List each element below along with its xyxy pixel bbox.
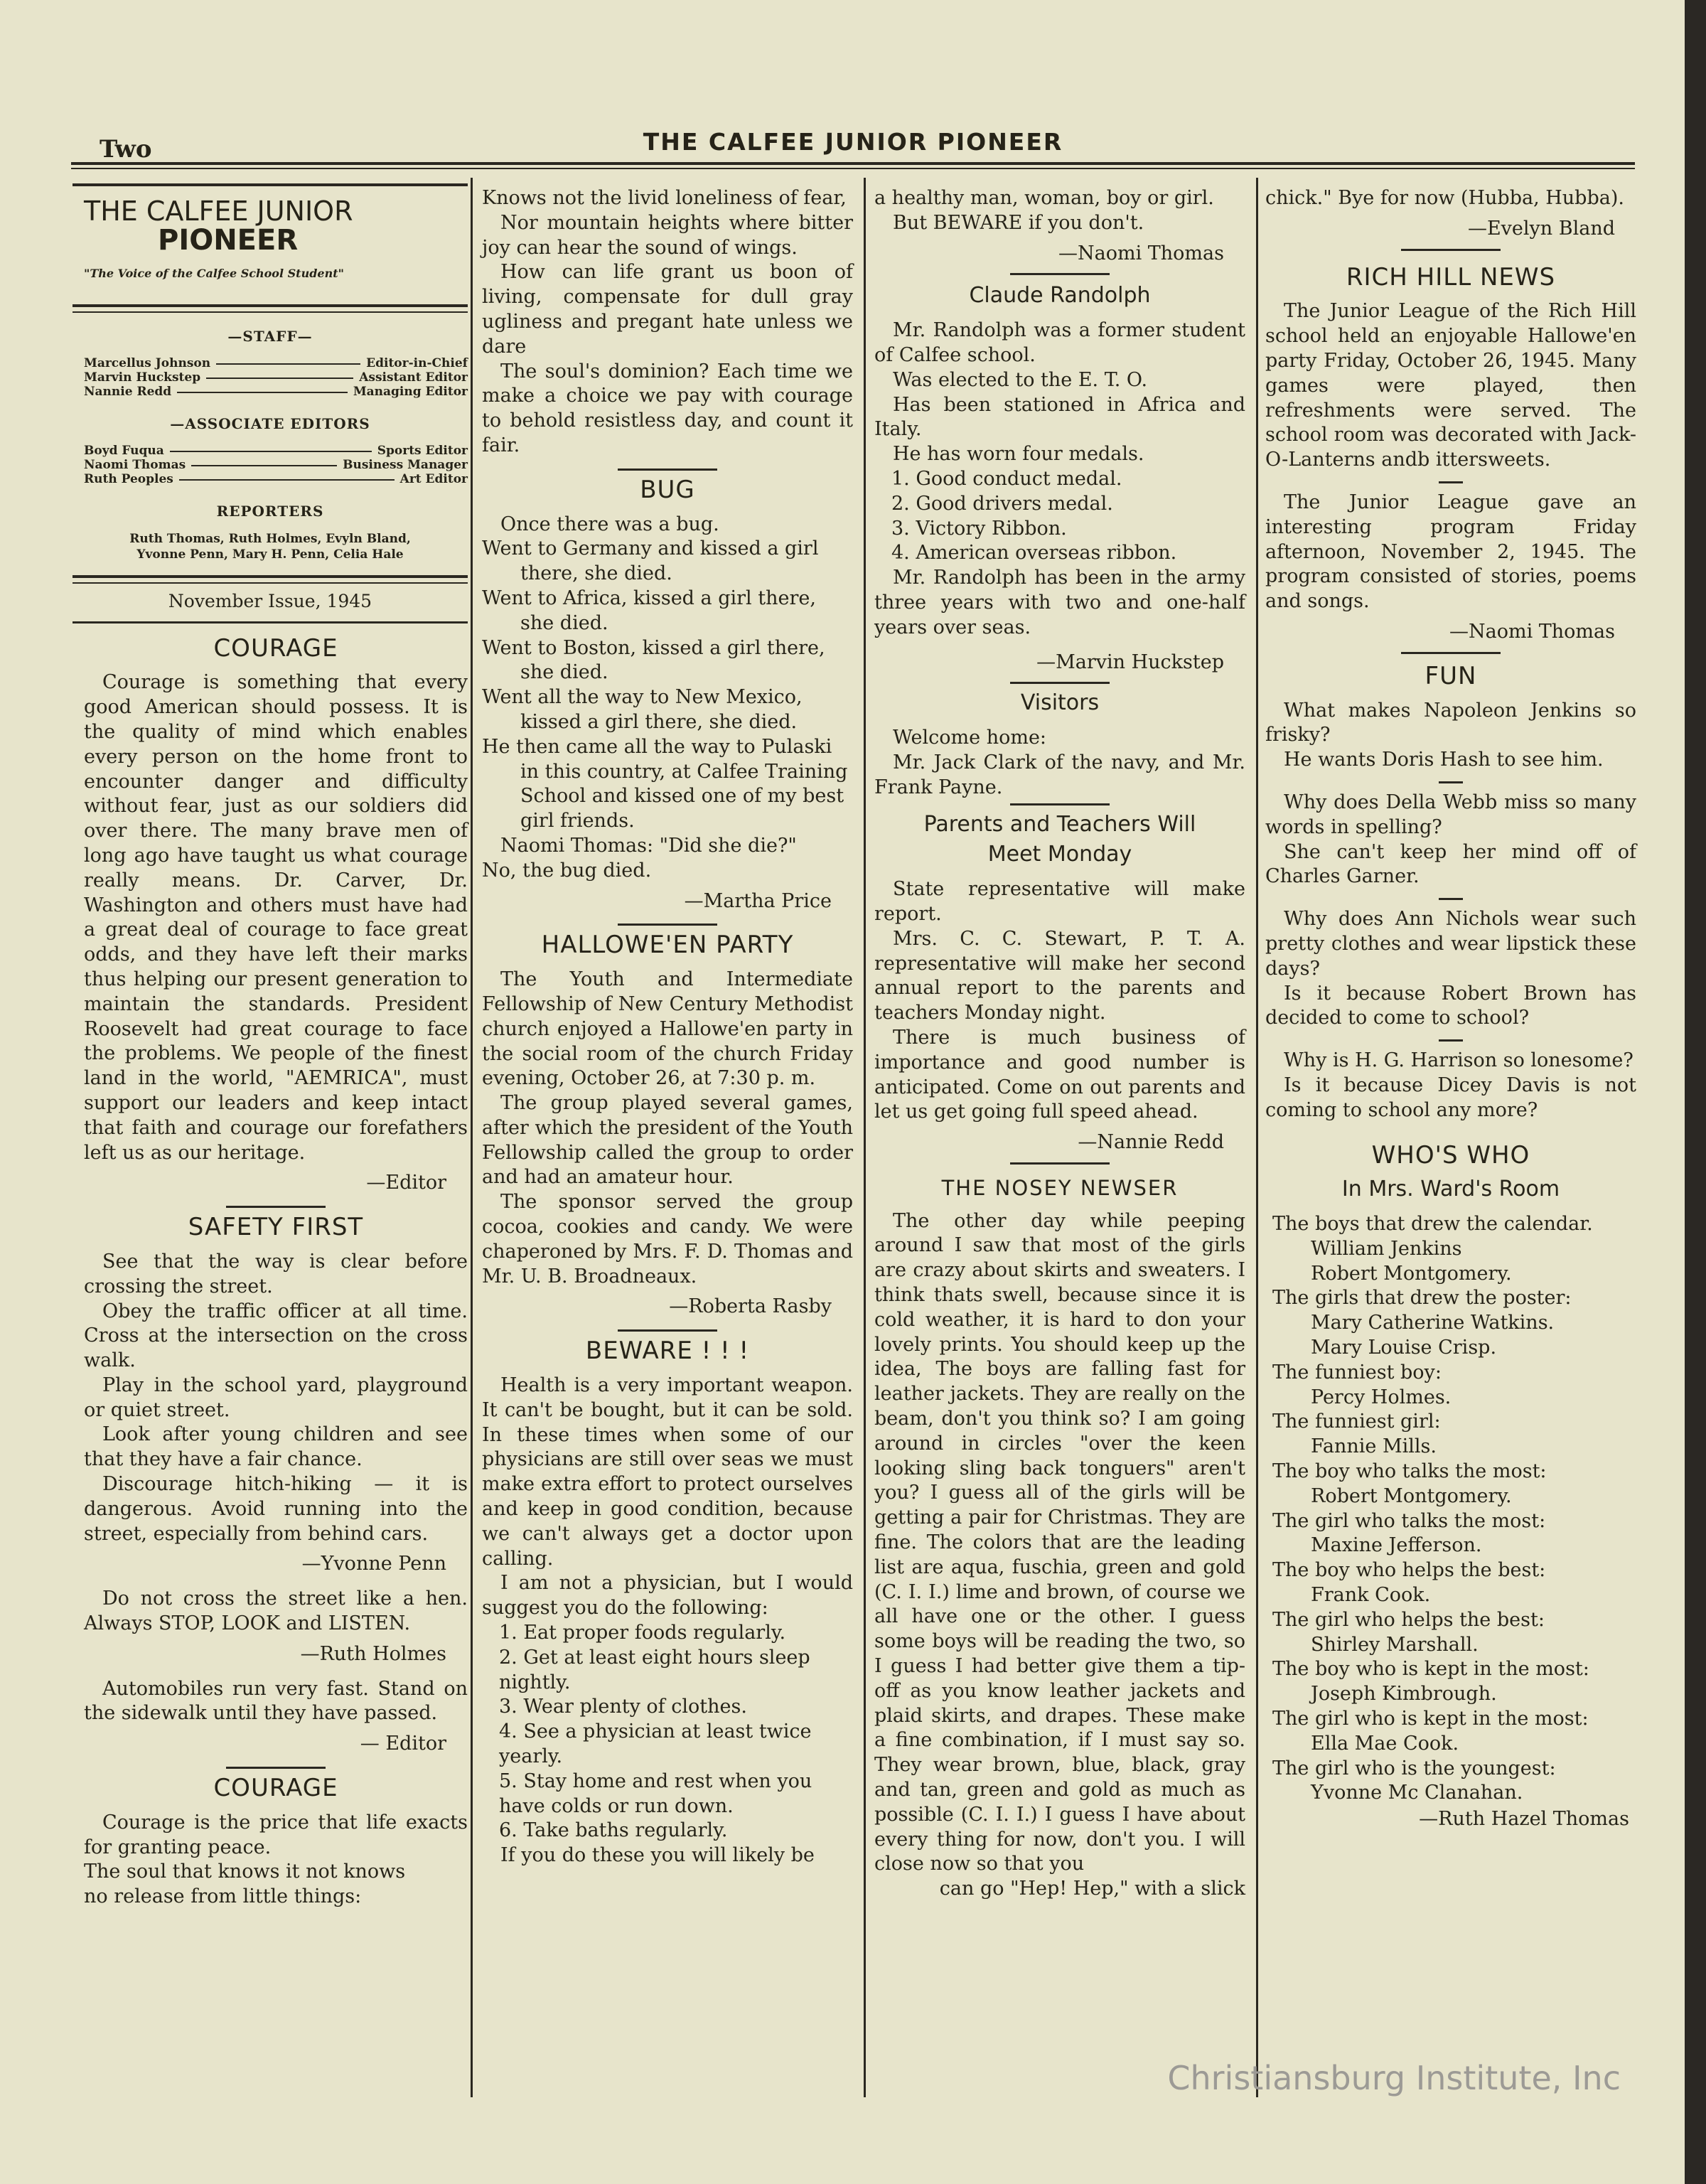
list-item: The boys that drew the calendar.	[1272, 1213, 1593, 1236]
list-item: 3. Wear plenty of clothes.	[499, 1696, 747, 1718]
list-item: Shirley Marshall.	[1311, 1633, 1479, 1656]
paragraph: Was elected to the E. T. O.	[893, 368, 1148, 391]
paragraph: Went to Boston, kissed a girl there, she died.	[482, 636, 825, 684]
column-divider	[864, 178, 866, 2097]
paragraph: Why does Della Webb miss so many words in spelling?	[1265, 791, 1636, 838]
headline-bug: BUG	[640, 475, 695, 504]
headline-safety-first: SAFETY FIRST	[188, 1213, 364, 1242]
list-item: 5. Stay home and rest when you have colds or run down.	[499, 1770, 812, 1817]
paragraph: He then came all the way to Pulaski in this country, at Calfee Training School and kissed one of my best girl friends.	[482, 735, 848, 833]
list-item: 4. See a physician at least twice yearly.	[499, 1720, 812, 1768]
paragraph: Mr. Randolph was a former student of Calfee school.	[874, 319, 1245, 366]
headline-claude-randolph: Claude Randolph	[969, 283, 1151, 309]
list-item: William Jenkins	[1311, 1237, 1462, 1260]
list-item: 4. American overseas ribbon.	[891, 542, 1177, 564]
list-item: Percy Holmes.	[1311, 1386, 1452, 1408]
column-1	[84, 183, 468, 1910]
list-item: 2. Good drivers medal.	[891, 492, 1113, 515]
headline-halloween-party: HALLOWE'EN PARTY	[541, 931, 794, 960]
paragraph: But BEWARE if you don't.	[893, 211, 1144, 234]
whos-who-list	[1265, 1212, 1636, 1806]
byline: —Evelyn Bland	[1467, 217, 1615, 240]
poem-line: Nor mountain heights where bitter joy can hear the sound of wings.	[482, 211, 853, 259]
paragraph: Once there was a bug.	[500, 513, 719, 535]
paragraph: Why is H. G. Harrison so lonesome?	[1284, 1049, 1633, 1072]
byline: —Marvin Huckstep	[1036, 651, 1224, 673]
paragraph: Courage is the price that life exacts for granting peace.	[84, 1811, 468, 1858]
list-item: The funniest boy:	[1272, 1361, 1442, 1383]
masthead-line2: PIONEER	[158, 223, 299, 257]
headline-courage-2: COURAGE	[213, 1774, 338, 1803]
staff-list: Marcellus Johnson Editor-in-Chief Marvin Huckstep Assistant Editor Nannie Redd Managing Editor	[84, 356, 468, 400]
headline-fun: FUN	[1425, 661, 1477, 690]
paragraph: He has worn four medals.	[893, 443, 1144, 466]
column-3	[874, 186, 1245, 1902]
headline-parents-teachers: Parents and Teachers Will	[923, 811, 1196, 837]
headline-mrs-wards-room: In Mrs. Ward's Room	[1341, 1177, 1560, 1202]
byline: —Nannie Redd	[1078, 1131, 1224, 1154]
paragraph: The group played several games, after which the president of the Youth Fellowship called the group to order and had an amateur hour.	[482, 1092, 853, 1189]
paragraph: The Youth and Intermediate Fellowship of New Century Methodist church enjoyed a Hallowe'en party in the social room of the church Friday evening, October 26, at 7:30 p. m.	[482, 968, 853, 1090]
headline-parents-teachers-2: Meet Monday	[987, 842, 1132, 867]
paragraph: Health is a very important weapon. It can't be bought, but it can be sold. In these times when some of our physicians are still over seas we must make extra effort to protect ourselves and keep in good condition, because we can't always get a doctor upon calling.	[482, 1374, 853, 1570]
page-number: Two	[100, 135, 152, 164]
poem-line: The soul that knows it not knows	[84, 1861, 406, 1883]
staff-heading: —STAFF—	[227, 328, 313, 346]
paragraph: No, the bug died.	[482, 859, 652, 882]
headline-whos-who: WHO'S WHO	[1371, 1140, 1530, 1169]
masthead-box	[73, 183, 468, 623]
byline: —Roberta Rasby	[669, 1295, 832, 1318]
paragraph: Naomi Thomas: "Did she die?"	[500, 834, 797, 857]
paragraph: Obey the traffic officer at all time. Cross at the intersection on the cross walk.	[84, 1300, 468, 1372]
poem-line: How can life grant us boon of living, compensate for dull gray ugliness and pregant hate unless we dare	[482, 261, 853, 358]
list-item: Mary Catherine Watkins.	[1311, 1312, 1555, 1334]
headline-rich-hill-news: RICH HILL NEWS	[1346, 262, 1556, 291]
paragraph: chick." Bye for now (Hubba, Hubba).	[1265, 187, 1624, 209]
paragraph: Went to Africa, kissed a girl there, she died.	[482, 587, 816, 634]
list-item: The boy who talks the most:	[1272, 1460, 1547, 1483]
paragraph: See that the way is clear before crossing the street.	[84, 1250, 468, 1297]
watermark: Christiansburg Institute, Inc	[1167, 2059, 1621, 2097]
byline: —Editor	[366, 1172, 446, 1194]
paragraph: I am not a physician, but I would suggest you do the following:	[482, 1572, 853, 1620]
paragraph: can go "Hep! Hep," with a slick	[939, 1878, 1245, 1900]
poem-line: no release from little things:	[84, 1885, 362, 1908]
list-item: Robert Montgomery.	[1311, 1262, 1512, 1285]
paragraph: Has been stationed in Africa and Italy.	[874, 393, 1245, 441]
page-title: THE CALFEE JUNIOR PIONEER	[643, 128, 1063, 156]
paragraph: The Junior League gave an interesting program Friday afternoon, November 2, 1945. The program consisted of stories, poems and songs.	[1265, 491, 1636, 613]
list-item: The girl who helps the best:	[1272, 1608, 1545, 1631]
poem-line: The soul's dominion? Each time we make a choice we pay with courage to behold resistless day, and count it fair.	[482, 360, 853, 456]
paragraph: What makes Napoleon Jenkins so frisky?	[1265, 699, 1636, 746]
headline-visitors: Visitors	[1020, 690, 1100, 716]
list-item: Mary Louise Crisp.	[1311, 1337, 1497, 1359]
column-divider	[1256, 178, 1258, 2097]
byline: —Naomi Thomas	[1449, 620, 1615, 643]
paragraph: Is it because Dicey Davis is not coming to school any more?	[1265, 1074, 1636, 1121]
list-item: The girl who talks the most:	[1272, 1509, 1546, 1532]
list-item: The funniest girl:	[1272, 1410, 1441, 1433]
byline: —Ruth Hazel Thomas	[1419, 1808, 1629, 1831]
paragraph: Is it because Robert Brown has decided to come to school?	[1265, 982, 1636, 1029]
headline-nosey-newser: THE NOSEY NEWSER	[941, 1175, 1179, 1200]
paragraph: Look after young children and see that they have a fair chance.	[84, 1423, 468, 1471]
header-rule	[71, 162, 1635, 165]
list-item: Fannie Mills.	[1311, 1435, 1437, 1458]
paragraph: a healthy man, woman, boy or girl.	[874, 187, 1214, 209]
paragraph: She can't keep her mind off of Charles Garner.	[1265, 840, 1636, 888]
associate-list: Boyd Fuqua Sports Editor Naomi Thomas Business Manager Ruth Peoples Art Editor	[84, 443, 468, 486]
paragraph: Play in the school yard, playground or quiet street.	[84, 1374, 468, 1421]
paragraph: He wants Doris Hash to see him.	[1284, 749, 1604, 771]
headline-beware: BEWARE ! ! !	[585, 1337, 750, 1366]
list-item: 3. Victory Ribbon.	[891, 517, 1067, 540]
paragraph: The other day while peeping around I saw that most of the girls are crazy about skirts and sweaters. I think thats swell, because since it is cold weather, it is hard to don your lovely prints. You should keep up the idea, The boys are falling fast for leather jackets. They are really on the beam, don't you think so? I am going around in circles "over the keen looking sling back tonguers" aren't you? I guess all of the girls will be getting a pair for Christmas. They are fine. The colors that are the leading list are aqua, fuschia, green and gold (C. I. I.) lime and brown, of course we all have one or the other. I guess some boys will be reading the two, so I guess I had better give them a tip-off as you know leather jackets and plaid skirts, and drapes. These make a fine combination, if I must say so. They wear brown, blue, black, gray and tan, green and gold as much as possible (C. I. I.) I guess I have about every thing for now, don't you. I will close now so that you	[874, 1209, 1245, 1875]
paragraph: Mrs. C. C. Stewart, P. T. A. representative will make her second annual report to the parents and teachers Monday night.	[874, 927, 1245, 1024]
list-item: The girl who is the youngest:	[1272, 1757, 1556, 1779]
byline: —Naomi Thomas	[1058, 242, 1224, 264]
issue-date: November Issue, 1945	[168, 590, 372, 611]
paragraph: The Junior League of the Rich Hill school held an enjoyable Hallowe'en party Friday, October 26, 1945. Many games were played, then refreshments were served. The school room was decorated with Jack-O-Lanterns andb ittersweets.	[1265, 300, 1636, 471]
byline: —Yvonne Penn	[301, 1553, 446, 1575]
paragraph: Went to Germany and kissed a girl there, she died.	[482, 537, 819, 585]
list-item: The girl who is kept in the most:	[1272, 1708, 1589, 1730]
associate-heading: —ASSOCIATE EDITORS	[170, 415, 370, 433]
byline: —Martha Price	[684, 889, 832, 912]
medal-list	[874, 467, 1245, 566]
column-4	[1265, 186, 1636, 1832]
byline: — Editor	[360, 1733, 446, 1755]
paragraph: Discourage hitch-hiking — it is dangerous. Avoid running into the street, especially from behind cars.	[84, 1473, 468, 1545]
list-item: 1. Good conduct medal.	[891, 467, 1122, 490]
paragraph: Welcome home:	[893, 727, 1047, 749]
list-item: 2. Get at least eight hours sleep nightly.	[499, 1646, 810, 1693]
byline: —Ruth Holmes	[300, 1642, 446, 1665]
column-2	[482, 186, 853, 1868]
reporters-heading: REPORTERS	[216, 502, 324, 520]
article-courage: Courage is something that every good American should possess. It is the quality of mind which enables every person on the home front to encounter danger and difficulty without fear, just as our soldiers did over there. The many brave men of long ago have taught us what courage really means. Dr. Carver, Dr. Washington and others must have had a great deal of courage to face great odds, and they have left their marks thus helping our present generation to maintain the standards. President Roosevelt had great courage to face the problems. We people of the finest land in the world, "AEMRICA", must support our leaders and keep intact that faith and courage our forefathers left us as our heritage.	[84, 671, 468, 1164]
motto: "The Voice of the Calfee School Student"	[84, 266, 344, 280]
paragraph: Mr. Randolph has been in the army three years with two and one-half years over seas.	[874, 567, 1245, 638]
list-item: 1. Eat proper foods regularly.	[499, 1622, 786, 1644]
list-item: The boy who is kept in the most:	[1272, 1658, 1589, 1681]
list-item: 6. Take baths regularly.	[499, 1819, 728, 1842]
masthead-line1: THE CALFEE JUNIOR	[84, 196, 353, 227]
paragraph: The sponsor served the group cocoa, cookies and candy. We were chaperoned by Mrs. F. D. Thomas and Mr. U. B. Broadneaux.	[482, 1191, 853, 1288]
headline-courage: COURAGE	[213, 633, 338, 663]
paragraph: Mr. Jack Clark of the navy, and Mr. Frank Payne.	[874, 751, 1245, 798]
paragraph: State representative will make report.	[874, 878, 1245, 925]
reporters-list: Ruth Thomas, Ruth Holmes, Evyln Bland, Yvonne Penn, Mary H. Penn, Celia Hale	[129, 531, 411, 562]
paragraph: Automobiles run very fast. Stand on the sidewalk until they have passed.	[84, 1677, 468, 1725]
list-item: Joseph Kimbrough.	[1311, 1683, 1497, 1706]
column-divider	[471, 178, 473, 2097]
list-item: Ella Mae Cook.	[1311, 1732, 1459, 1755]
list-item: The boy who helps the best:	[1272, 1559, 1546, 1582]
header-rule-thin	[71, 168, 1635, 169]
health-list	[482, 1621, 853, 1843]
paragraph: Why does Ann Nichols wear such pretty clothes and wear lipstick these days?	[1265, 908, 1636, 980]
list-item: Robert Montgomery.	[1311, 1484, 1512, 1507]
paragraph: Went all the way to New Mexico, kissed a girl there, she died.	[482, 686, 803, 733]
list-item: Yvonne Mc Clanahan.	[1311, 1782, 1523, 1804]
list-item: Frank Cook.	[1311, 1584, 1431, 1607]
paragraph: Do not cross the street like a hen. Always STOP, LOOK and LISTEN.	[84, 1588, 468, 1635]
paragraph: There is much business of importance and good number is anticipated. Come on out parents and let us get going full speed ahead.	[874, 1026, 1245, 1123]
list-item: The girls that drew the poster:	[1272, 1287, 1572, 1310]
poem-line: Knows not the livid loneliness of fear,	[482, 187, 847, 209]
paragraph: If you do these you will likely be	[500, 1844, 815, 1867]
list-item: Maxine Jefferson.	[1311, 1534, 1482, 1557]
